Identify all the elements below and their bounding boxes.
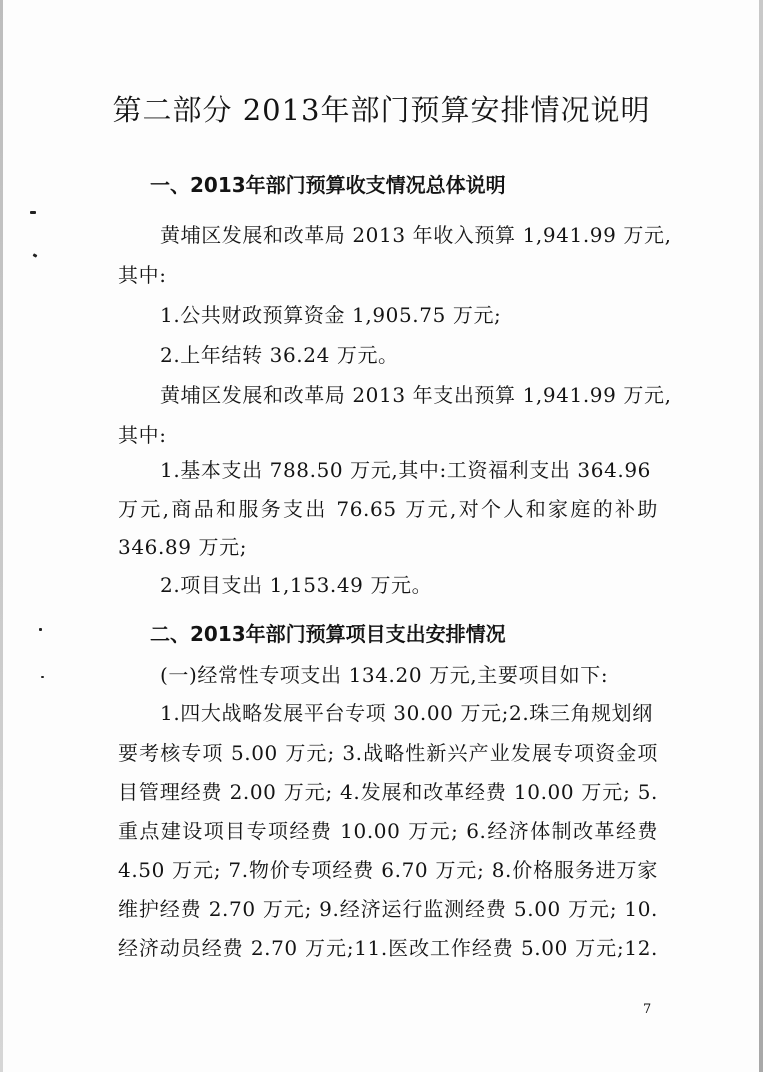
- scan-speck: [30, 211, 36, 214]
- scan-edge-left: [0, 0, 3, 1072]
- paragraph-line: 其中:: [118, 423, 167, 447]
- paragraph-line: 经济动员经费 2.70 万元;11.医改工作经费 5.00 万元;12.: [118, 936, 658, 960]
- paragraph-line: 1.四大战略发展平台专项 30.00 万元;2.珠三角规划纲: [160, 701, 653, 725]
- paragraph-line: 346.89 万元;: [118, 535, 248, 559]
- paragraph-line: 1.基本支出 788.50 万元,其中:工资福利支出 364.96: [160, 458, 652, 482]
- section-heading-1: 一、2013年部门预算收支情况总体说明: [150, 173, 506, 197]
- scan-speck: [41, 676, 44, 678]
- paragraph-line: 4.50 万元; 7.物价专项经费 6.70 万元; 8.价格服务进万家: [118, 858, 658, 882]
- page-title: 第二部分 2013年部门预算安排情况说明: [112, 93, 651, 127]
- paragraph-line: 要考核专项 5.00 万元; 3.战略性新兴产业发展专项资金项: [118, 741, 658, 765]
- paragraph-line: 万元,商品和服务支出 76.65 万元,对个人和家庭的补助: [118, 497, 658, 521]
- paragraph-line: 黄埔区发展和改革局 2013 年支出预算 1,941.99 万元,: [160, 383, 672, 407]
- paragraph-line: 2.上年结转 36.24 万元。: [160, 343, 399, 367]
- section-heading-2: 二、2013年部门预算项目支出安排情况: [150, 622, 506, 646]
- paragraph-line: 维护经费 2.70 万元; 9.经济运行监测经费 5.00 万元; 10.: [118, 897, 658, 921]
- scan-speck: [39, 628, 42, 631]
- scan-speck: [33, 253, 38, 258]
- page-number: 7: [643, 1002, 652, 1017]
- paragraph-line: 1.公共财政预算资金 1,905.75 万元;: [160, 303, 502, 327]
- paragraph-line: 目管理经费 2.00 万元; 4.发展和改革经费 10.00 万元; 5.: [118, 780, 658, 804]
- paragraph-line: 2.项目支出 1,153.49 万元。: [160, 573, 433, 597]
- paragraph-line: 其中:: [118, 263, 167, 287]
- paragraph-line: 黄埔区发展和改革局 2013 年收入预算 1,941.99 万元,: [160, 223, 672, 247]
- scan-edge-right: [759, 0, 763, 1072]
- paragraph-line: 重点建设项目专项经费 10.00 万元; 6.经济体制改革经费: [118, 819, 658, 843]
- paragraph-line: (一)经常性专项支出 134.20 万元,主要项目如下:: [160, 663, 609, 687]
